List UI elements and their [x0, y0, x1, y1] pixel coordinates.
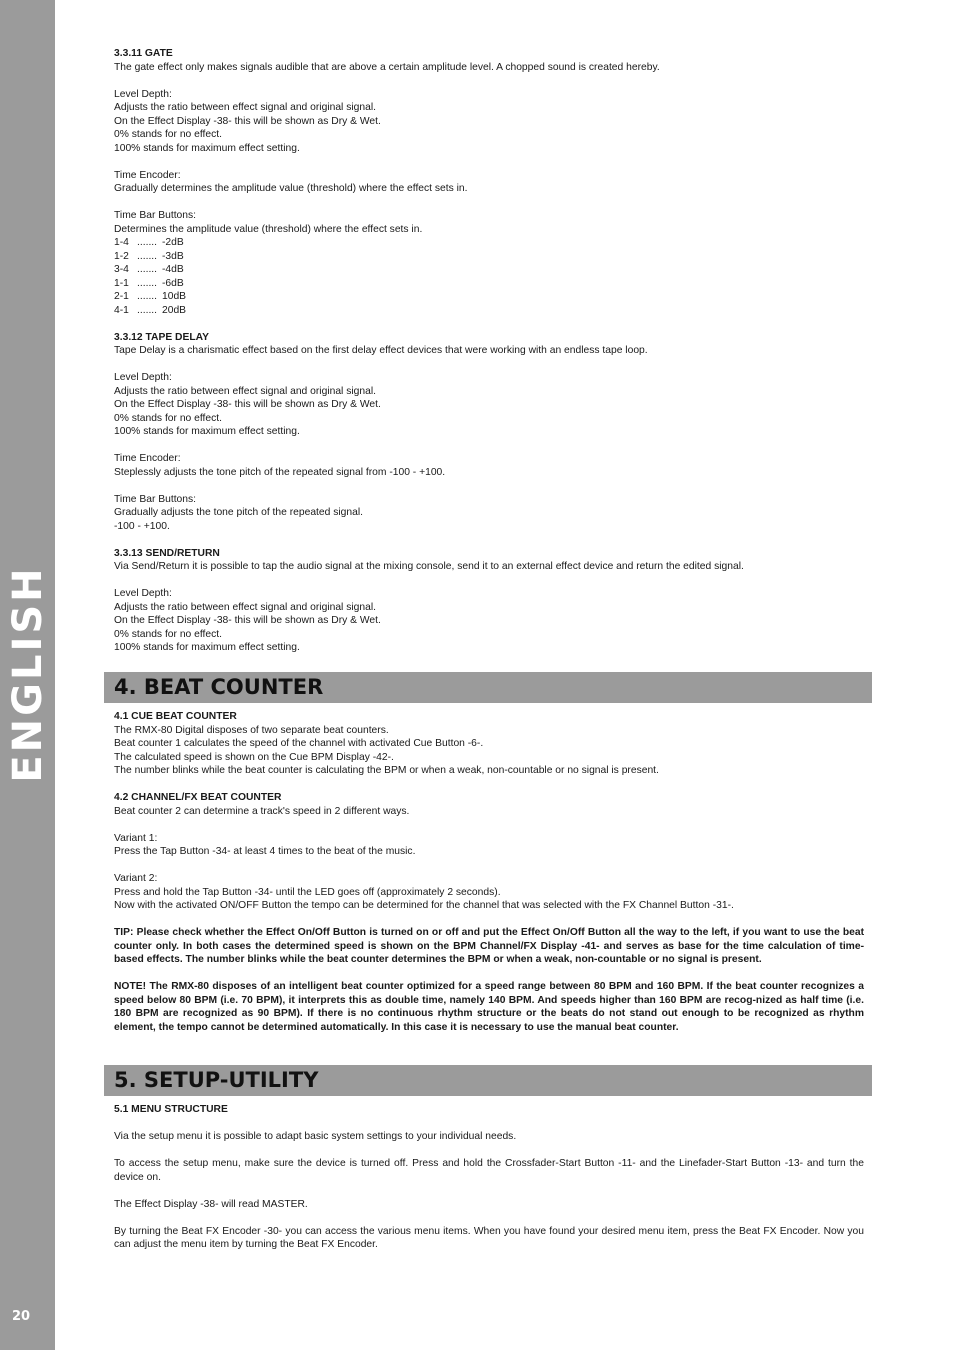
side-bar — [0, 0, 55, 1350]
setup-paragraph: By turning the Beat FX Encoder -30- you can access the various menu items. When you have found your desired menu item, press the Beat FX Encoder. Now you can adjust the menu item by turning the Beat FX Encoder. — [114, 1225, 864, 1250]
cue-beat-counter-title: 4.1 CUE BEAT COUNTER — [114, 711, 237, 722]
tape-time-encoder-line: Steplessly adjusts the tone pitch of the repeated signal from -100 - +100. — [114, 466, 446, 478]
note-paragraph: NOTE! The RMX-80 disposes of an intelligent beat counter optimized for a speed range between 80 BPM and 160 BPM. If the beat counter recognizes a speed below 80 BPM (i.e. 70 BPM), it interprets this as double time, namely 140 BPM. And speeds higher than 160 BPM are recog-nized as half time (i.e. 180 BPM are recognized as 90 BPM). If there is no continuous rhythm structure or the beats do not stand out enough to be recognized as rhythm element, the tempo cannot be determined automatically. In this case it is necessary to use the manual beat counter. — [114, 981, 864, 1033]
send-level-depth-line: 100% stands for maximum effect setting. — [114, 642, 300, 653]
tape-level-depth-line: On the Effect Display -38- this will be shown as Dry & Wet. — [114, 399, 381, 410]
beat-counter-banner: 4. BEAT COUNTER — [104, 672, 872, 703]
language-label: ENGLISH — [5, 565, 51, 783]
channel-fx-beat-counter-title: 4.2 CHANNEL/FX BEAT COUNTER — [114, 792, 282, 803]
variant2-line: Press and hold the Tap Button -34- until the LED goes off (approximately 2 seconds). — [114, 886, 501, 898]
gate-time-bar-line: Determines the amplitude value (threshold) where the effect sets in. — [114, 223, 423, 235]
menu-structure-title: 5.1 MENU STRUCTURE — [114, 1104, 228, 1115]
variant1-label: Variant 1: — [114, 832, 158, 844]
threshold-table-row: 1-1 ....... -6dB — [114, 277, 184, 289]
threshold-table-row: 2-1 ....... 10dB — [114, 291, 187, 302]
page-number: 20 — [12, 1309, 31, 1324]
setup-paragraph: Via the setup menu it is possible to adapt basic system settings to your individual needs. — [114, 1131, 517, 1142]
gate-time-encoder-label: Time Encoder: — [114, 169, 181, 181]
gate-level-depth-line: On the Effect Display -38- this will be shown as Dry & Wet. — [114, 115, 381, 127]
beat-counter-section — [114, 710, 864, 1048]
setup-paragraph: The Effect Display -38- will read MASTER. — [114, 1198, 308, 1210]
send-level-depth-line: 0% stands for no effect. — [114, 628, 222, 640]
cue-beat-line: Beat counter 1 calculates the speed of the channel with activated Cue Button -6-. — [114, 738, 484, 749]
variant2-line: Now with the activated ON/OFF Button the tempo can be determined for the channel that was selected with the FX Channel Button -31-. — [114, 900, 734, 911]
send-level-depth-line: On the Effect Display -38- this will be shown as Dry & Wet. — [114, 615, 381, 626]
gate-intro: The gate effect only makes signals audible that are above a certain amplitude level. A chopped sound is created hereby. — [114, 61, 660, 73]
tape-level-depth-label: Level Depth: — [114, 372, 172, 383]
variant2-label: Variant 2: — [114, 873, 158, 884]
effects-section — [114, 47, 864, 668]
threshold-table-row: 3-4 ....... -4dB — [114, 264, 184, 275]
send-return-intro: Via Send/Return it is possible to tap the audio signal at the mixing console, send it to an external effect device and return the edited signal. — [114, 561, 744, 572]
gate-level-depth-line: 0% stands for no effect. — [114, 129, 222, 140]
tape-level-depth-line: 100% stands for maximum effect setting. — [114, 426, 300, 437]
tape-delay-intro: Tape Delay is a charismatic effect based on the first delay effect devices that were working with an endless tape loop. — [114, 345, 648, 356]
gate-level-depth-label: Level Depth: — [114, 88, 172, 100]
tape-level-depth-line: 0% stands for no effect. — [114, 412, 222, 424]
setup-utility-section — [114, 1103, 864, 1265]
tape-time-encoder-label: Time Encoder: — [114, 453, 181, 464]
gate-section — [114, 47, 864, 317]
fx-beat-intro: Beat counter 2 can determine a track's speed in 2 different ways. — [114, 805, 410, 817]
setup-utility-banner: 5. SETUP-UTILITY — [104, 1065, 872, 1096]
tape-level-depth-line: Adjusts the ratio between effect signal and original signal. — [114, 385, 376, 397]
send-level-depth-label: Level Depth: — [114, 588, 172, 599]
send-return-section — [114, 547, 864, 655]
tape-delay-title: 3.3.12 TAPE DELAY — [114, 331, 209, 343]
cue-beat-line: The RMX-80 Digital disposes of two separate beat counters. — [114, 724, 389, 736]
cue-beat-line: The number blinks while the beat counter is calculating the BPM or when a weak, non-countable or no signal is present. — [114, 765, 659, 776]
gate-time-encoder-line: Gradually determines the amplitude value (threshold) where the effect sets in. — [114, 183, 468, 194]
tape-delay-section — [114, 331, 864, 534]
threshold-table-row: 1-4 ....... -2dB — [114, 237, 184, 248]
gate-time-bar-label: Time Bar Buttons: — [114, 210, 197, 221]
gate-level-depth-line: Adjusts the ratio between effect signal and original signal. — [114, 102, 376, 113]
send-level-depth-line: Adjusts the ratio between effect signal and original signal. — [114, 601, 376, 613]
gate-level-depth-line: 100% stands for maximum effect setting. — [114, 142, 300, 154]
threshold-table-row: 1-2 ....... -3dB — [114, 250, 184, 262]
tip-paragraph: TIP: Please check whether the Effect On/Off Button is turned on or off and put the Effect On/Off Button all the way to the left, if you want to use the beat counter only. In both cases the determined speed is shown on the BPM Channel/FX Display -41- and serves as base for the time calculation of time-based effects. The number blinks while the beat counter determines the BPM or when a weak, non-countable or no signal is present. — [114, 927, 864, 965]
setup-paragraph: To access the setup menu, make sure the device is turned off. Press and hold the Crossfader-Start Button -11- and the Linefader-Start Button -13- and turn the device on. — [114, 1158, 864, 1183]
cue-beat-line: The calculated speed is shown on the Cue BPM Display -42-. — [114, 751, 394, 763]
variant1-line: Press the Tap Button -34- at least 4 times to the beat of the music. — [114, 846, 416, 857]
threshold-table-row: 4-1 ....... 20dB — [114, 304, 187, 316]
tape-time-bar-line: Gradually adjusts the tone pitch of the repeated signal. — [114, 507, 364, 518]
gate-title: 3.3.11 GATE — [114, 48, 173, 59]
send-return-title: 3.3.13 SEND/RETURN — [114, 547, 220, 559]
tape-time-bar-line: -100 - +100. — [114, 520, 170, 532]
tape-time-bar-label: Time Bar Buttons: — [114, 493, 197, 505]
